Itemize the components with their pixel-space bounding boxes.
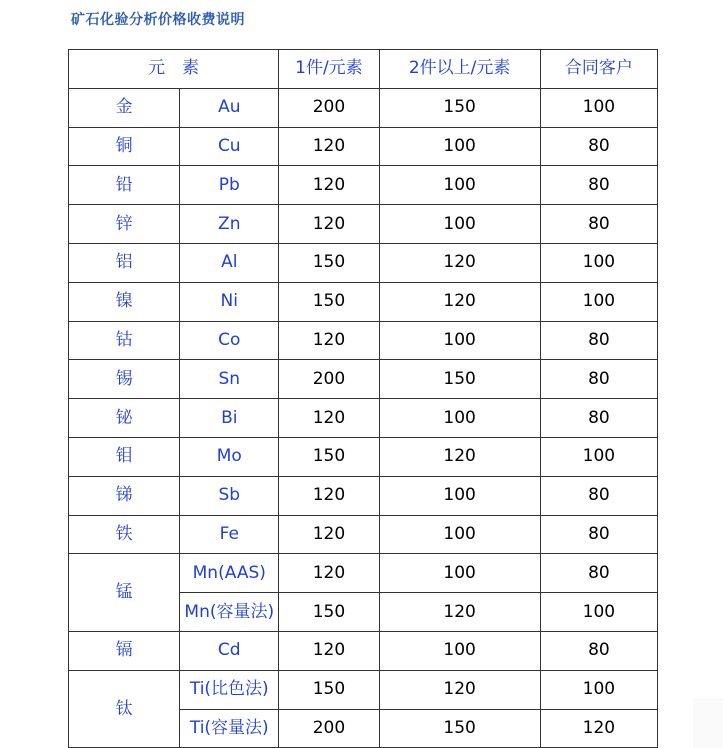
table-header-row bbox=[69, 50, 658, 89]
element-name: 锰 bbox=[69, 554, 180, 632]
table-row bbox=[69, 515, 658, 554]
element-name: 锑 bbox=[69, 476, 180, 515]
price-single: 200 bbox=[279, 709, 379, 748]
element-name: 铜 bbox=[69, 127, 180, 166]
table-row bbox=[69, 360, 658, 399]
price-single: 150 bbox=[279, 670, 379, 709]
price-contract: 100 bbox=[540, 593, 657, 632]
price-multi: 120 bbox=[379, 282, 540, 321]
table-row bbox=[69, 282, 658, 321]
price-contract: 100 bbox=[540, 670, 657, 709]
price-contract: 80 bbox=[540, 476, 657, 515]
element-symbol: Sn bbox=[180, 360, 279, 399]
price-table bbox=[68, 49, 658, 748]
table-row bbox=[69, 166, 658, 205]
price-contract: 80 bbox=[540, 166, 657, 205]
price-single: 120 bbox=[279, 476, 379, 515]
price-contract: 80 bbox=[540, 399, 657, 438]
price-contract: 80 bbox=[540, 205, 657, 244]
header-contract-price: 合同客户 bbox=[540, 50, 657, 89]
price-single: 150 bbox=[279, 243, 379, 282]
element-name: 铋 bbox=[69, 399, 180, 438]
element-name: 镍 bbox=[69, 282, 180, 321]
price-multi: 100 bbox=[379, 554, 540, 593]
price-multi: 120 bbox=[379, 437, 540, 476]
price-multi: 100 bbox=[379, 399, 540, 438]
element-name: 金 bbox=[69, 88, 180, 127]
price-contract: 100 bbox=[540, 437, 657, 476]
element-symbol: Cu bbox=[180, 127, 279, 166]
element-symbol: Au bbox=[180, 88, 279, 127]
table-row bbox=[69, 205, 658, 244]
price-multi: 100 bbox=[379, 631, 540, 670]
element-name: 铁 bbox=[69, 515, 180, 554]
element-symbol: Bi bbox=[180, 399, 279, 438]
element-symbol: Ti(容量法) bbox=[180, 709, 279, 748]
price-contract: 80 bbox=[540, 515, 657, 554]
element-name: 钼 bbox=[69, 437, 180, 476]
table-row bbox=[69, 476, 658, 515]
element-name: 锡 bbox=[69, 360, 180, 399]
price-single: 120 bbox=[279, 631, 379, 670]
element-name: 铅 bbox=[69, 166, 180, 205]
element-name: 锌 bbox=[69, 205, 180, 244]
price-multi: 120 bbox=[379, 593, 540, 632]
element-name: 铝 bbox=[69, 243, 180, 282]
price-contract: 100 bbox=[540, 88, 657, 127]
element-name: 镉 bbox=[69, 631, 180, 670]
price-contract: 80 bbox=[540, 127, 657, 166]
price-multi: 150 bbox=[379, 88, 540, 127]
price-contract: 80 bbox=[540, 631, 657, 670]
price-single: 120 bbox=[279, 321, 379, 360]
element-symbol: Mo bbox=[180, 437, 279, 476]
price-multi: 100 bbox=[379, 476, 540, 515]
element-name: 钴 bbox=[69, 321, 180, 360]
price-multi: 100 bbox=[379, 205, 540, 244]
element-symbol: Fe bbox=[180, 515, 279, 554]
price-contract: 80 bbox=[540, 554, 657, 593]
element-symbol: Ni bbox=[180, 282, 279, 321]
table-row bbox=[69, 243, 658, 282]
table-row bbox=[69, 321, 658, 360]
price-multi: 120 bbox=[379, 670, 540, 709]
element-symbol: Sb bbox=[180, 476, 279, 515]
table-row bbox=[69, 670, 658, 709]
header-element: 元 素 bbox=[69, 50, 279, 89]
price-single: 150 bbox=[279, 593, 379, 632]
element-symbol: Ti(比色法) bbox=[180, 670, 279, 709]
table-row bbox=[69, 88, 658, 127]
price-single: 150 bbox=[279, 437, 379, 476]
price-single: 200 bbox=[279, 360, 379, 399]
element-symbol: Al bbox=[180, 243, 279, 282]
price-multi: 150 bbox=[379, 360, 540, 399]
element-symbol: Pb bbox=[180, 166, 279, 205]
price-single: 120 bbox=[279, 205, 379, 244]
header-multi-price: 2件以上/元素 bbox=[379, 50, 540, 89]
header-single-price: 1件/元素 bbox=[279, 50, 379, 89]
price-single: 120 bbox=[279, 554, 379, 593]
price-contract: 80 bbox=[540, 321, 657, 360]
price-multi: 100 bbox=[379, 166, 540, 205]
price-single: 120 bbox=[279, 515, 379, 554]
document-title: 矿石化验分析价格收费说明 bbox=[71, 12, 245, 28]
price-single: 120 bbox=[279, 399, 379, 438]
price-single: 120 bbox=[279, 166, 379, 205]
price-single: 200 bbox=[279, 88, 379, 127]
price-single: 120 bbox=[279, 127, 379, 166]
price-contract: 100 bbox=[540, 282, 657, 321]
table-row bbox=[69, 399, 658, 438]
price-multi: 150 bbox=[379, 709, 540, 748]
price-contract: 120 bbox=[540, 709, 657, 748]
price-multi: 100 bbox=[379, 515, 540, 554]
element-symbol: Co bbox=[180, 321, 279, 360]
price-contract: 80 bbox=[540, 360, 657, 399]
table-row bbox=[69, 127, 658, 166]
price-single: 150 bbox=[279, 282, 379, 321]
table-row bbox=[69, 554, 658, 593]
element-symbol: Zn bbox=[180, 205, 279, 244]
element-symbol: Cd bbox=[180, 631, 279, 670]
table-row bbox=[69, 437, 658, 476]
element-symbol: Mn(AAS) bbox=[180, 554, 279, 593]
price-multi: 100 bbox=[379, 321, 540, 360]
page-corner bbox=[693, 698, 723, 748]
element-symbol: Mn(容量法) bbox=[180, 593, 279, 632]
price-multi: 100 bbox=[379, 127, 540, 166]
price-multi: 120 bbox=[379, 243, 540, 282]
table-row bbox=[69, 631, 658, 670]
price-contract: 100 bbox=[540, 243, 657, 282]
element-name: 钛 bbox=[69, 670, 180, 748]
